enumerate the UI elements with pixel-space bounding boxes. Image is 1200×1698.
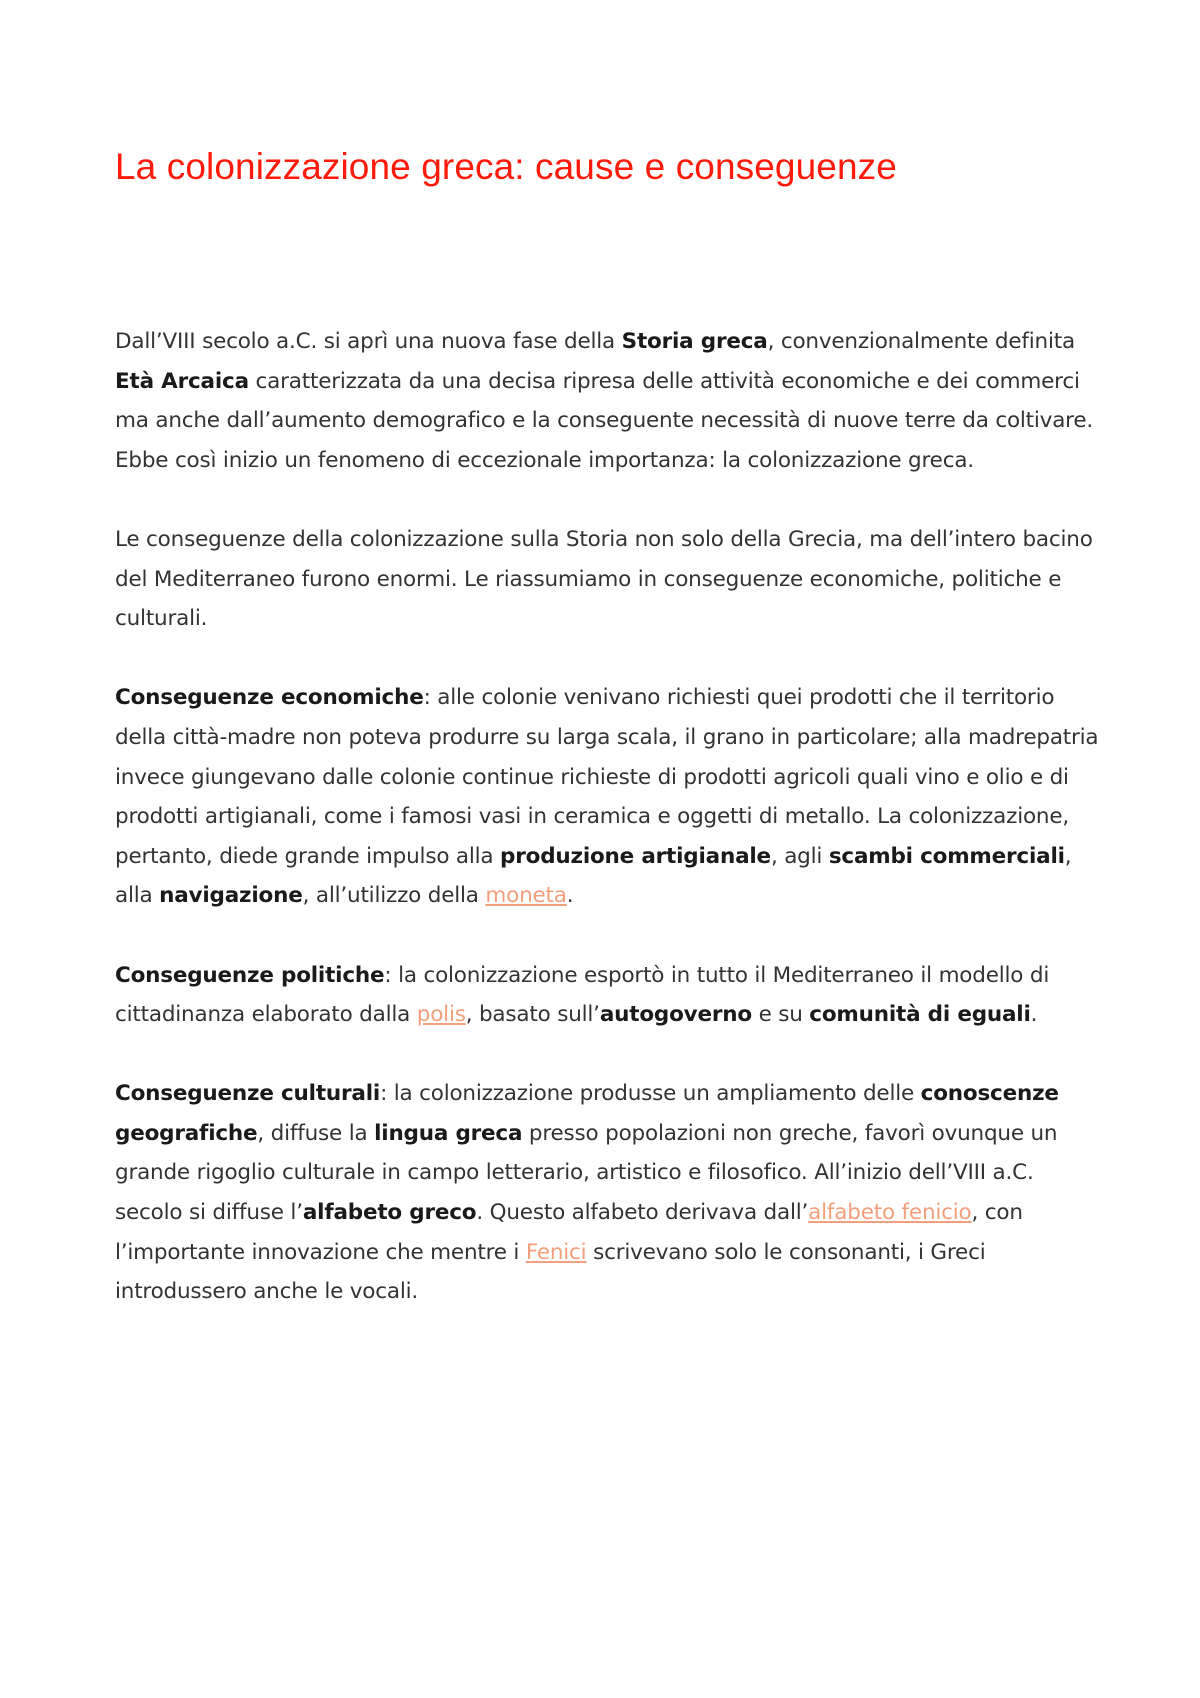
bold-conoscenze-geografiche: conoscenze geografiche [115, 1081, 1059, 1146]
text-run: scrivevano solo le consonanti, i Greci introdussero anche le vocali. [115, 1239, 986, 1305]
bold-eta-arcaica: Età Arcaica [115, 368, 249, 394]
article-body [115, 322, 1105, 1312]
text-run: . [1030, 1002, 1038, 1028]
link-moneta[interactable]: moneta [485, 883, 567, 909]
bold-autogoverno: autogoverno [599, 1002, 752, 1028]
paragraph-cultural [115, 1074, 1105, 1312]
text-run: . Questo alfabeto derivava dall’ [476, 1200, 809, 1226]
link-fenici[interactable]: Fenici [525, 1239, 587, 1265]
text-run: , con l’importante innovazione che mentre i [115, 1200, 1023, 1265]
text-run: : alle colonie venivano richiesti quei prodotti che il territorio della città-madre non poteva produrre su larga scala, il grano in particolare; alla madrepatria invece giungevano dalle colonie continue richieste di prodotti agricoli quali vino e olio e di prodotti artigianali, come i famosi vasi in ceramica e oggetti di metallo. La colonizzazione, pertanto, diede grande impulso alla [115, 685, 1099, 869]
bold-produzione-artigianale: produzione artigianale [500, 843, 771, 869]
text-run: presso popolazioni non greche, favorì ovunque un grande rigoglio culturale in campo letterario, artistico e filosofico. All’inizio dell’VIII a.C. secolo si diffuse l’ [115, 1120, 1058, 1226]
bold-storia-greca: Storia greca [621, 329, 768, 354]
document-page [115, 140, 1105, 1351]
paragraph-consequences-overview [115, 520, 1105, 639]
text-run: caratterizzata da una decisa ripresa delle attività economiche e dei commerci ma anche dall’aumento demografico e la conseguente necessità di nuove terre da coltivare. Ebbe così inizio un fenomeno di eccezionale importanza: la colonizzazione greca. [115, 368, 1094, 473]
text-run: e su [751, 1002, 810, 1028]
text-run: , basato sull’ [465, 1002, 600, 1028]
text-run: , convenzionalmente definita [767, 329, 1075, 354]
text-run: : la colonizzazione esportò in tutto il Mediterraneo il modello di cittadinanza elaborato dalla [115, 962, 1050, 1028]
text-run: : la colonizzazione produsse un ampliamento delle [380, 1081, 921, 1107]
heading-political-consequences: Conseguenze politiche [115, 962, 385, 988]
heading-economic-consequences: Conseguenze economiche [115, 685, 424, 711]
page-title: La colonizzazione greca: cause e conseguenze [115, 146, 897, 187]
bold-comunita-di-eguali: comunità di eguali [809, 1002, 1031, 1028]
bold-alfabeto-greco: alfabeto greco [302, 1200, 477, 1226]
bold-lingua-greca: lingua greca [374, 1120, 523, 1146]
bold-navigazione: navigazione [159, 883, 303, 909]
paragraph-intro [115, 322, 1105, 480]
text-run: , diffuse la [257, 1120, 375, 1146]
text-run: . [566, 883, 574, 909]
paragraph-political [115, 956, 1105, 1035]
text-run: Dall’VIII secolo a.C. si aprì una nuova fase della [115, 329, 622, 354]
bold-scambi-commerciali: scambi commerciali [828, 843, 1065, 869]
text-run: , all’utilizzo della [302, 883, 486, 909]
text-run: Le conseguenze della colonizzazione sulla Storia non solo della Grecia, ma dell’intero bacino del Mediterraneo furono enormi. Le riassumiamo in conseguenze economiche, politiche e culturali. [115, 526, 1093, 632]
heading-cultural-consequences: Conseguenze culturali [115, 1081, 381, 1107]
link-polis[interactable]: polis [416, 1002, 466, 1028]
paragraph-economic [115, 678, 1105, 916]
text-run: , alla [115, 843, 1072, 909]
link-alfabeto-fenicio[interactable]: alfabeto fenicio [808, 1200, 972, 1226]
text-run: , agli [770, 843, 829, 869]
